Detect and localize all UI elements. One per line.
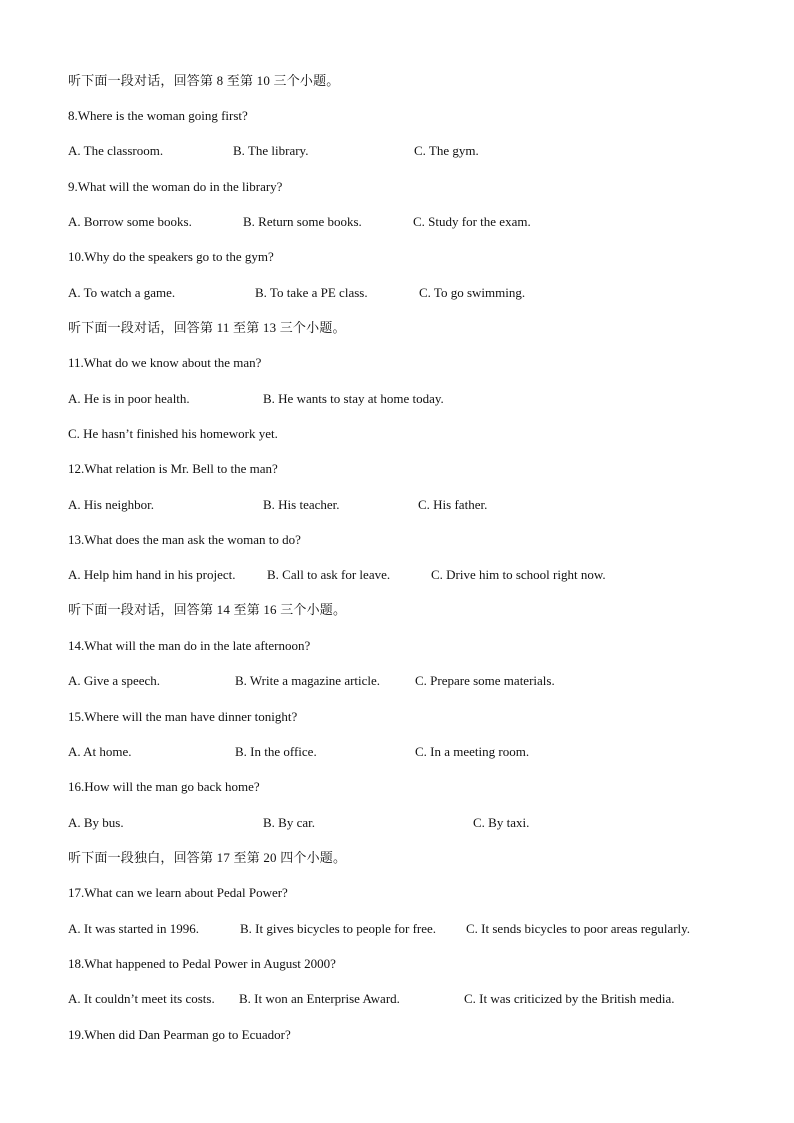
section-heading: 听下面一段对话，回答第 11 至第 13 三个小题。 [68,320,346,335]
question-text: 18.What happened to Pedal Power in August 2000? [68,956,336,971]
option-b: B. The library. [233,143,309,158]
option-c: C. Prepare some materials. [415,673,555,688]
option-b: B. To take a PE class. [255,285,368,300]
section-heading: 听下面一段对话，回答第 14 至第 16 三个小题。 [68,602,347,617]
option-c: C. The gym. [414,143,479,158]
option-a: A. By bus. [68,815,124,830]
option-a: A. To watch a game. [68,285,176,300]
question-text: 16.How will the man go back home? [68,779,260,794]
option-a: A. The classroom. [68,143,164,158]
question-text: 10.Why do the speakers go to the gym? [68,249,274,264]
option-b: B. Return some books. [243,214,362,229]
answer-options [68,496,768,514]
option-b: B. In the office. [235,744,317,759]
question-text: 13.What does the man ask the woman to do? [68,532,301,547]
answer-options [68,390,768,408]
option-b: B. He wants to stay at home today. [263,391,444,406]
question-text: 14.What will the man do in the late afternoon? [68,638,311,653]
option-c: C. It was criticized by the British media. [464,991,675,1006]
answer-options [68,672,768,690]
question-text: 19.When did Dan Pearman go to Ecuador? [68,1027,291,1042]
option-c: C. To go swimming. [419,285,526,300]
option-a: C. He hasn’t finished his homework yet. [68,426,278,441]
option-c: C. Drive him to school right now. [431,567,606,582]
answer-options [68,213,768,231]
option-a: A. Borrow some books. [68,214,192,229]
option-a: A. His neighbor. [68,497,154,512]
option-b: B. It gives bicycles to people for free. [240,921,437,936]
option-c: C. His father. [418,497,488,512]
answer-options [68,814,768,832]
section-heading: 听下面一段独白，回答第 17 至第 20 四个小题。 [68,850,347,865]
option-b: B. His teacher. [263,497,340,512]
option-b: B. It won an Enterprise Award. [239,991,400,1006]
option-b: B. Call to ask for leave. [267,567,391,582]
option-c: C. It sends bicycles to poor areas regularly. [466,921,691,936]
question-text: 9.What will the woman do in the library? [68,179,283,194]
question-text: 17.What can we learn about Pedal Power? [68,885,288,900]
question-text: 12.What relation is Mr. Bell to the man? [68,461,278,476]
question-text: 8.Where is the woman going first? [68,108,248,123]
option-b: B. By car. [263,815,315,830]
option-a: A. At home. [68,744,132,759]
option-b: B. Write a magazine article. [235,673,381,688]
option-a: A. It was started in 1996. [68,921,200,936]
option-a: A. He is in poor health. [68,391,190,406]
section-heading: 听下面一段对话，回答第 8 至第 10 三个小题。 [68,73,340,88]
answer-options [68,920,768,938]
question-text: 11.What do we know about the man? [68,355,262,370]
option-c: C. By taxi. [473,815,530,830]
answer-options [68,284,768,302]
answer-options [68,142,768,160]
answer-options [68,425,768,443]
answer-options [68,743,768,761]
answer-options [68,566,768,584]
option-c: C. In a meeting room. [415,744,530,759]
answer-options [68,990,768,1008]
option-a: A. Give a speech. [68,673,161,688]
option-a: A. Help him hand in his project. [68,567,236,582]
question-text: 15.Where will the man have dinner tonight? [68,709,298,724]
option-a: A. It couldn’t meet its costs. [68,991,215,1006]
option-c: C. Study for the exam. [413,214,531,229]
